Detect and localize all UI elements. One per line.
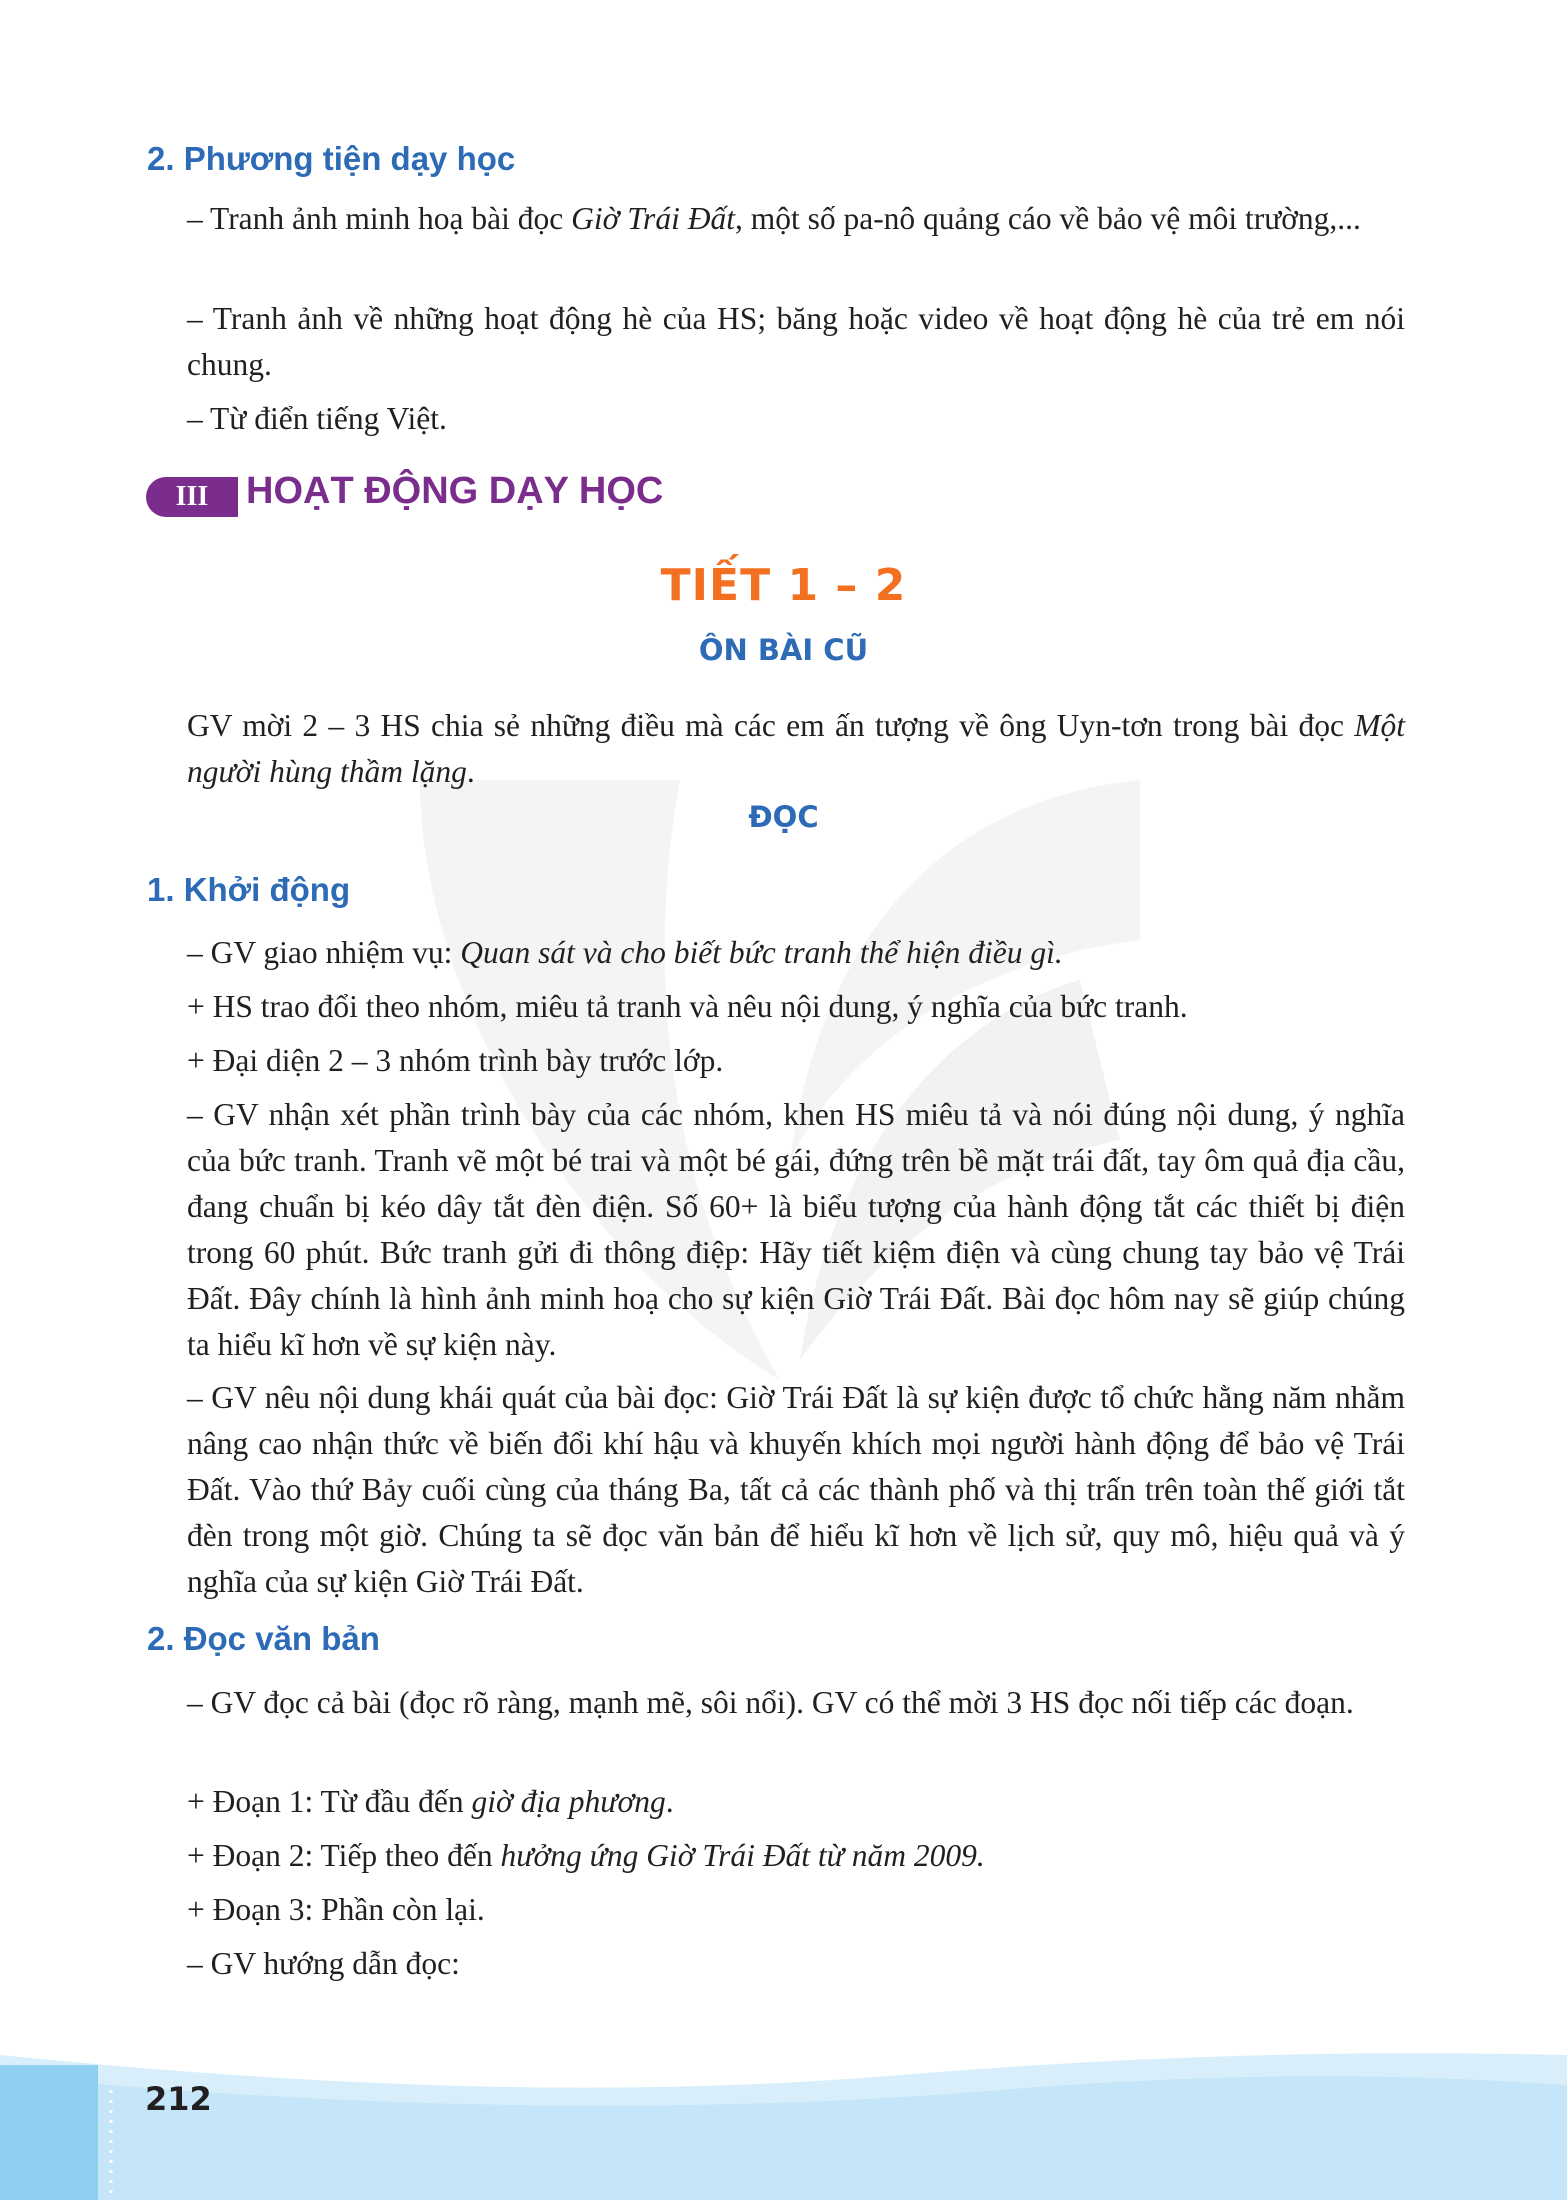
section-badge: III xyxy=(146,477,238,517)
lesson-title: TIẾT 1 – 2 xyxy=(660,560,907,611)
section-title: HOẠT ĐỘNG DẠY HỌC xyxy=(246,470,664,512)
reading-instruction: – GV đọc cả bài (đọc rõ ràng, mạnh mẽ, sôi nổi). GV có thể mời 3 HS đọc nối tiếp các đoạn. xyxy=(187,1685,1354,1720)
paragraph-3-range: + Đoạn 3: Phần còn lại. xyxy=(187,1892,485,1927)
reading-guide: – GV hướng dẫn đọc: xyxy=(187,1946,460,1981)
warmup-summary: – GV nêu nội dung khái quát của bài đọc: Giờ Trái Đất là sự kiện được tổ chức hằng năm nhằm nâng cao nhận thức về biến đổi khí hậu và khuyến khích mọi người hành động để bảo vệ Trái Đất. Vào thứ Bảy cuối cùng của tháng Ba, tất cả các thành phố và thị trấn trên toàn thế giới tắt đèn trong một giờ. Chúng ta sẽ đọc văn bản để hiểu kĩ hơn về lịch sử, quy mô, hiệu quả và ý nghĩa của sự kiện Giờ Trái Đất. xyxy=(187,1380,1405,1599)
warmup-step-1: + HS trao đổi theo nhóm, miêu tả tranh và nêu nội dung, ý nghĩa của bức tranh. xyxy=(187,989,1188,1024)
reading-text-heading: 2. Đọc văn bản xyxy=(147,1620,380,1657)
footer-wave xyxy=(0,2030,1567,2200)
warmup-feedback: – GV nhận xét phần trình bày của các nhóm, khen HS miêu tả và nói đúng nội dung, ý nghĩa của bức tranh. Tranh vẽ một bé trai và một bé gái, đứng trên bề mặt trái đất, tay ôm quả địa cầu, đang chuẩn bị kéo dây tắt đèn điện. Số 60+ là biểu tượng của hành động tắt các thiết bị điện trong 60 phút. Bức tranh gửi đi thông điệp: Hãy tiết kiệm điện và cùng chung tay bảo vệ Trái Đất. Đây chính là hình ảnh minh hoạ cho sự kiện Giờ Trái Đất. Bài đọc hôm nay sẽ giúp chúng ta hiểu kĩ hơn về sự kiện này. xyxy=(187,1097,1405,1362)
warmup-heading: 1. Khởi động xyxy=(147,871,351,908)
review-paragraph: GV mời 2 – 3 HS chia sẻ những điều mà các em ấn tượng về ông Uyn-tơn trong bài đọc Một người hùng thầm lặng. xyxy=(187,708,1405,789)
teaching-aids-heading: 2. Phương tiện dạy học xyxy=(147,140,516,177)
reading-heading: ĐỌC xyxy=(748,800,819,834)
review-heading: ÔN BÀI CŨ xyxy=(698,633,869,667)
warmup-step-2: + Đại diện 2 – 3 nhóm trình bày trước lớp. xyxy=(187,1043,724,1078)
teaching-aid-item-2: – Tranh ảnh về những hoạt động hè của HS; băng hoặc video về hoạt động hè của trẻ em nói chung. xyxy=(187,301,1405,382)
teaching-aid-item-3: – Từ điển tiếng Việt. xyxy=(187,401,447,436)
paragraph-1-range: + Đoạn 1: Từ đầu đến giờ địa phương. xyxy=(187,1784,674,1819)
page-number: 212 xyxy=(145,2080,212,2118)
paragraph-2-range: + Đoạn 2: Tiếp theo đến hưởng ứng Giờ Trái Đất từ năm 2009. xyxy=(187,1838,985,1873)
warmup-task: – GV giao nhiệm vụ: Quan sát và cho biết bức tranh thể hiện điều gì. xyxy=(187,935,1063,970)
teaching-aid-item-1: – Tranh ảnh minh hoạ bài đọc Giờ Trái Đất, một số pa-nô quảng cáo về bảo vệ môi trường,... xyxy=(187,201,1361,236)
